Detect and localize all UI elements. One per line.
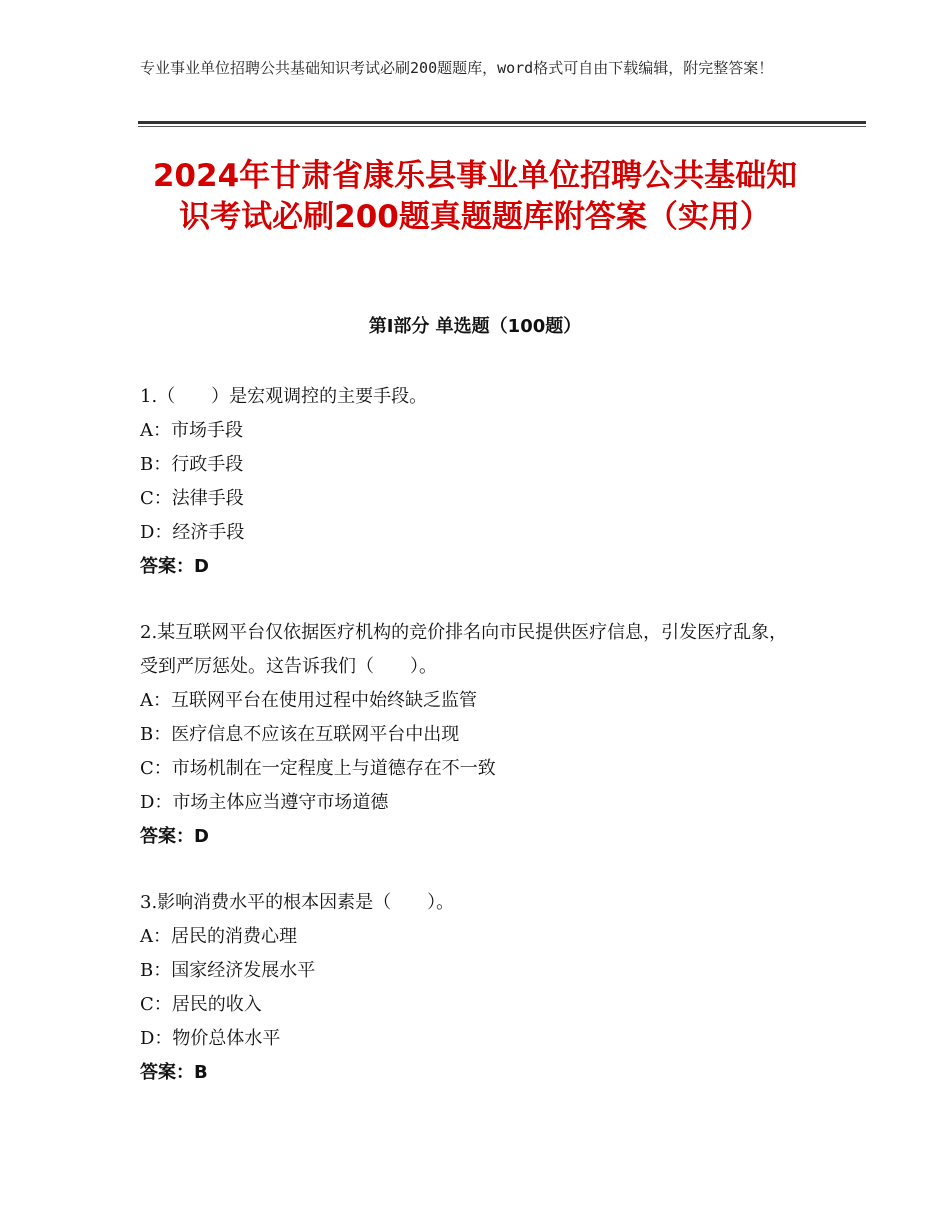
question-stem: 1.（ ）是宏观调控的主要手段。 bbox=[140, 386, 428, 407]
question-3 bbox=[140, 886, 800, 1090]
option-c: C：市场机制在一定程度上与道德存在不一致 bbox=[140, 758, 496, 779]
header-rule-thick bbox=[138, 121, 866, 124]
option-a: A：市场手段 bbox=[140, 420, 243, 441]
question-list bbox=[140, 380, 800, 1122]
option-d: D：物价总体水平 bbox=[140, 1028, 281, 1049]
question-2 bbox=[140, 616, 800, 854]
option-d: D：经济手段 bbox=[140, 522, 245, 543]
header-rule-thin bbox=[138, 126, 866, 127]
document-title: 2024年甘肃省康乐县事业单位招聘公共基础知识考试必刷200题真题题库附答案（实用） bbox=[152, 158, 798, 235]
question-1 bbox=[140, 380, 800, 584]
question-stem: 3.影响消费水平的根本因素是（ ）。 bbox=[140, 892, 455, 913]
option-b: B：国家经济发展水平 bbox=[140, 960, 316, 981]
header-note: 专业事业单位招聘公共基础知识考试必刷200题题库，word格式可自由下载编辑，附完整答案！ bbox=[140, 59, 774, 77]
option-b: B：行政手段 bbox=[140, 454, 244, 475]
answer-line: 答案：D bbox=[140, 826, 209, 847]
answer-line: 答案：D bbox=[140, 556, 209, 577]
option-c: C：法律手段 bbox=[140, 488, 244, 509]
option-b: B：医疗信息不应该在互联网平台中出现 bbox=[140, 724, 460, 745]
option-d: D：市场主体应当遵守市场道德 bbox=[140, 792, 389, 813]
option-a: A：居民的消费心理 bbox=[140, 926, 297, 947]
question-stem: 2.某互联网平台仅依据医疗机构的竞价排名向市民提供医疗信息，引发医疗乱象，受到严厉惩处。这告诉我们（ ）。 bbox=[140, 622, 788, 677]
answer-line: 答案：B bbox=[140, 1062, 208, 1083]
section-title: 第Ⅰ部分 单选题（100题） bbox=[368, 316, 582, 337]
option-a: A：互联网平台在使用过程中始终缺乏监管 bbox=[140, 690, 477, 711]
option-c: C：居民的收入 bbox=[140, 994, 262, 1015]
